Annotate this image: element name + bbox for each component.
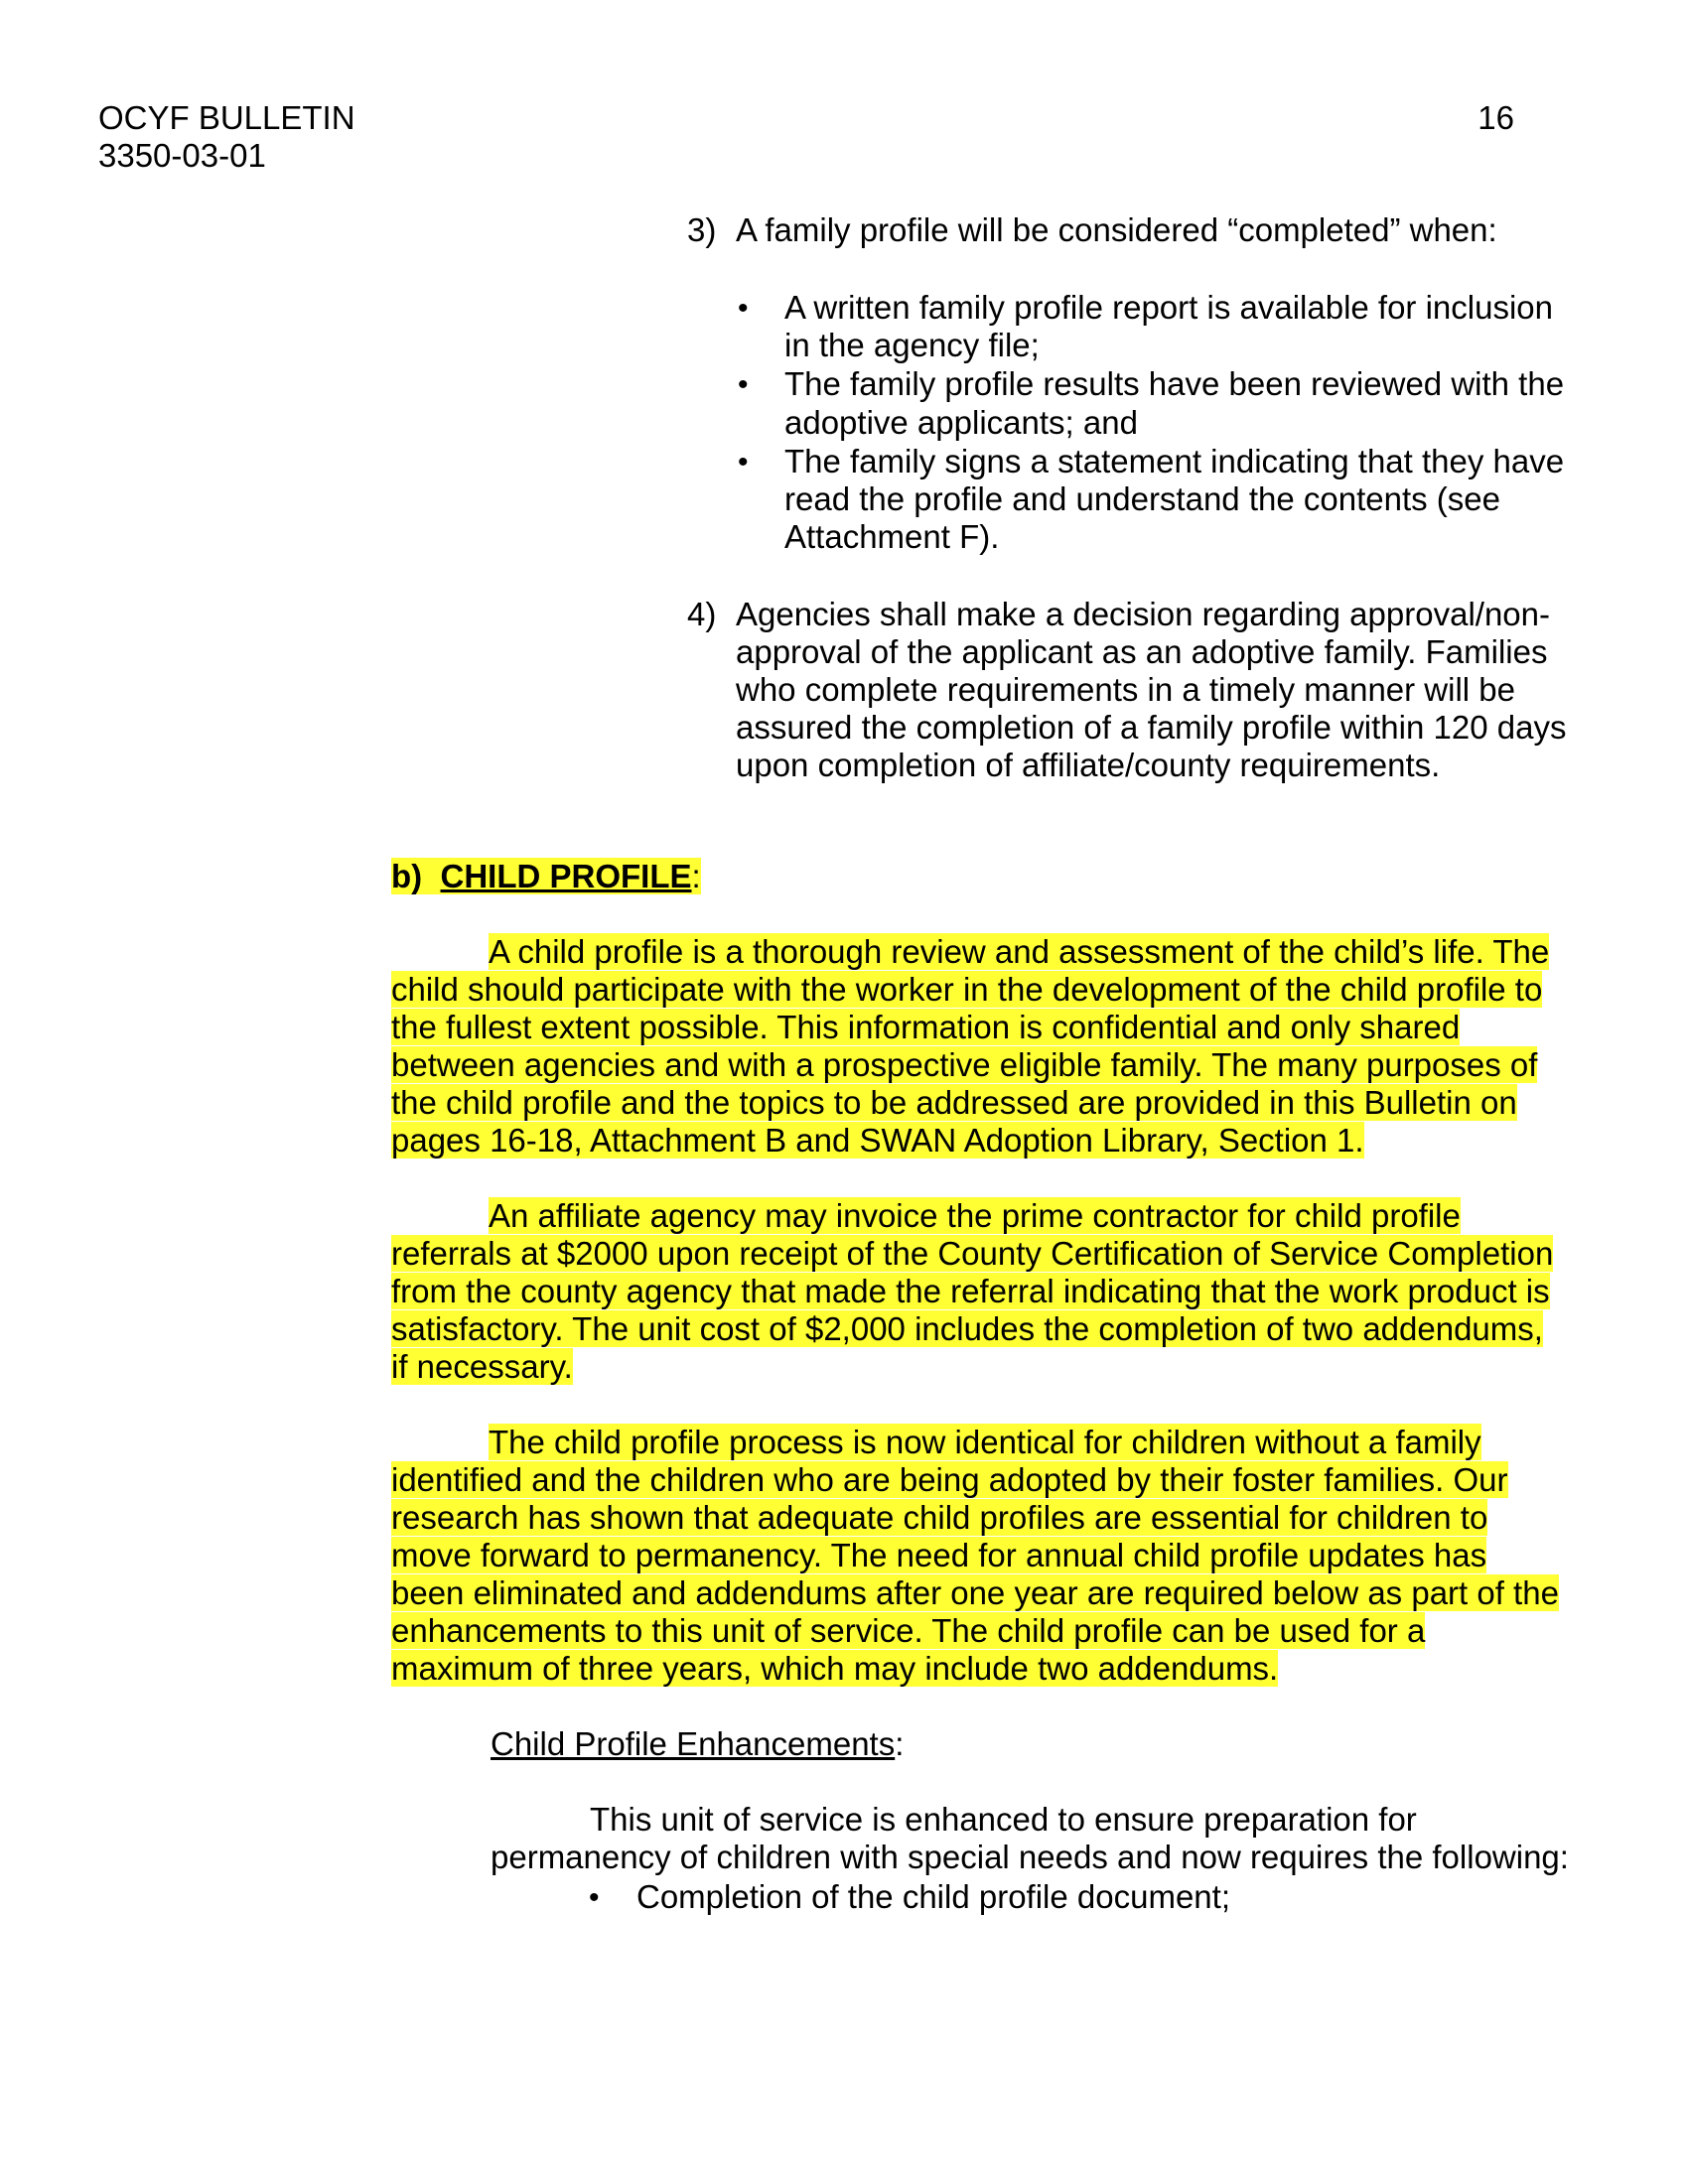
item-4-line-3: who complete requirements in a timely manner will be [736, 671, 1516, 708]
item-3-bullet-3-line-2: read the profile and understand the contents (see [784, 480, 1500, 517]
item-4-line-2: approval of the applicant as an adoptive family. Families [736, 633, 1548, 670]
enhancements-title: Child Profile Enhancements [491, 1725, 896, 1762]
child-profile-para-3-line: identified and the children who are being adopted by their foster families. Our [391, 1461, 1508, 1498]
item-3-bullet-2-line-1: The family profile results have been reviewed with the [784, 365, 1565, 402]
item-3-bullet-3-line-3: Attachment F). [784, 518, 1000, 555]
child-profile-para-3-line: research has shown that adequate child profiles are essential for children to [391, 1499, 1488, 1536]
item-4-line-4: assured the completion of a family profile within 120 days [736, 709, 1567, 746]
child-profile-para-3-line: The child profile process is now identical for children without a family [489, 1424, 1481, 1460]
item-3-text: A family profile will be considered “completed” when: [736, 211, 1497, 248]
child-profile-para-1-line: A child profile is a thorough review and assessment of the child’s life. The [489, 933, 1550, 970]
child-profile-para-2-line: referrals at $2000 upon receipt of the County Certification of Service Completion [391, 1235, 1554, 1272]
child-profile-para-2-line: if necessary. [391, 1348, 573, 1385]
item-3-bullet-1-line-2: in the agency file; [784, 327, 1040, 363]
enhancements-bullet-1: Completion of the child profile document; [636, 1878, 1230, 1915]
child-profile-para-1-line: pages 16-18, Attachment B and SWAN Adoption Library, Section 1. [391, 1122, 1364, 1159]
item-3-bullet-3-line-1: The family signs a statement indicating that they have [784, 443, 1565, 479]
enhancements-intro-line-2: permanency of children with special needs and now requires the following: [491, 1839, 1569, 1875]
child-profile-para-1-line: the child profile and the topics to be addressed are provided in this Bulletin on [391, 1084, 1517, 1121]
bullet-marker: • [738, 368, 749, 401]
section-b-heading [391, 858, 701, 896]
item-3-bullet-2-line-2: adoptive applicants; and [784, 404, 1138, 441]
child-profile-para-2-line: from the county agency that made the referral indicating that the work product is [391, 1273, 1550, 1309]
item-4-line-1: Agencies shall make a decision regarding approval/non- [736, 596, 1550, 632]
enhancements-heading: Child Profile Enhancements: [491, 1725, 905, 1762]
section-b-label: b) [391, 858, 423, 894]
section-b-colon: : [691, 858, 701, 894]
child-profile-para-1-line: the fullest extent possible. This information is confidential and only shared [391, 1009, 1461, 1045]
item-3-bullet-1-line-1: A written family profile report is available for inclusion [784, 289, 1554, 326]
bullet-marker: • [589, 1881, 600, 1914]
child-profile-para-2-line: satisfactory. The unit cost of $2,000 includes the completion of two addendums, [391, 1310, 1543, 1347]
child-profile-para-2-line: An affiliate agency may invoice the prime contractor for child profile [489, 1197, 1461, 1234]
page-number: 16 [1477, 99, 1514, 136]
bulletin-title: OCYF BULLETIN [98, 99, 355, 136]
child-profile-para-3-line: maximum of three years, which may include two addendums. [391, 1650, 1279, 1687]
enhancements-intro-line-1: This unit of service is enhanced to ensure preparation for [590, 1801, 1417, 1838]
bulletin-code: 3350-03-01 [98, 137, 266, 174]
child-profile-para-3-line: enhancements to this unit of service. The child profile can be used for a [391, 1612, 1426, 1649]
item-4-line-5: upon completion of affiliate/county requirements. [736, 747, 1441, 783]
child-profile-para-1-line: between agencies and with a prospective eligible family. The many purposes of [391, 1046, 1538, 1083]
section-b-title: CHILD PROFILE [440, 858, 692, 894]
child-profile-para-3-line: been eliminated and addendums after one year are required below as part of the [391, 1574, 1559, 1611]
child-profile-para-1-line: child should participate with the worker in the development of the child profile to [391, 971, 1543, 1008]
bullet-marker: • [738, 446, 749, 478]
item-3-number: 3) [687, 211, 717, 248]
bullet-marker: • [738, 292, 749, 325]
item-4-number: 4) [687, 596, 717, 632]
child-profile-para-3-line: move forward to permanency. The need for annual child profile updates has [391, 1537, 1487, 1573]
